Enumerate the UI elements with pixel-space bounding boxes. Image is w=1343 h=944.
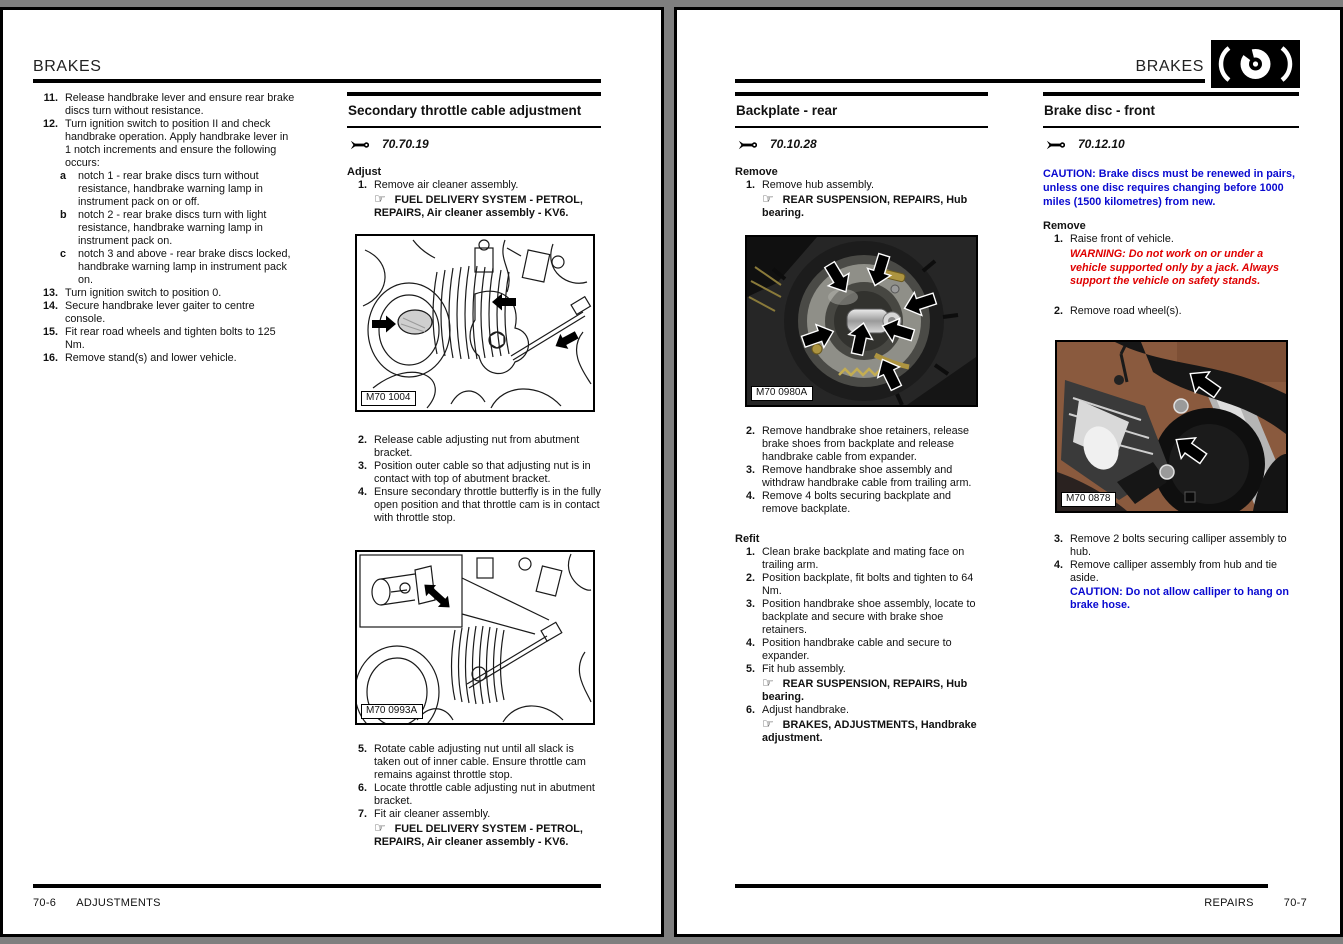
step-group	[735, 425, 988, 516]
procedure-step: 11. Release handbrake lever and ensure rear brake discs turn without resistance.	[43, 92, 295, 117]
header-rule	[735, 79, 1205, 83]
figure-label: M70 0878	[1061, 492, 1116, 507]
procedure-step: 6. Locate throttle cable adjusting nut in abutment bracket.	[357, 782, 595, 807]
brakes-chapter-icon	[1211, 40, 1300, 93]
procedure-step: 13. Turn ignition switch to position 0.	[42, 287, 222, 299]
procedure-step: 6. Adjust handbrake. ☞ BRAKES, ADJUSTMENTS, Handbrake adjustment.	[735, 704, 988, 745]
column-brake-disc-front	[1043, 92, 1299, 613]
procedure-step: 5. Fit hub assembly. ☞ REAR SUSPENSION, REPAIRS, Hub bearing.	[735, 663, 988, 704]
pointing-hand-icon: ☞	[762, 191, 774, 206]
pointing-hand-icon: ☞	[374, 820, 386, 835]
wrench-icon	[1046, 140, 1065, 150]
procedure-step: 5. Rotate cable adjusting nut until all slack is taken out of inner cable. Ensure throttle cam remains against throttle stop.	[357, 743, 586, 781]
pointing-hand-icon: ☞	[374, 191, 386, 206]
procedure-step: 12. Turn ignition switch to position II and check handbrake operation. Apply handbrake lever in 1 notch increments and ensure the following occurs:	[42, 118, 289, 169]
section-title: Brake disc - front	[1043, 92, 1299, 128]
procedure-step: 4. Remove 4 bolts securing backplate and remove backplate.	[745, 490, 952, 515]
procedure-step: 1. Remove hub assembly. ☞ REAR SUSPENSION, REPAIRS, Hub bearing.	[735, 179, 988, 220]
subhead-remove: Remove	[1043, 220, 1086, 232]
procedure-step: 3. Position handbrake shoe assembly, locate to backplate and secure with brake shoe retainers.	[745, 598, 976, 636]
procedure-step: 16. Remove stand(s) and lower vehicle.	[42, 352, 237, 364]
cross-reference: ☞ FUEL DELIVERY SYSTEM - PETROL, REPAIRS, Air cleaner assembly - KV6.	[374, 191, 583, 219]
procedure-step: 2. Release cable adjusting nut from abutment bracket.	[357, 434, 580, 459]
procedure-step: 15. Fit rear road wheels and tighten bolts to 125 Nm.	[42, 326, 276, 351]
caution-note: CAUTION: Brake discs must be renewed in pairs, unless one disc requires changing before 1000 miles (1500 kilometres) from new.	[1043, 168, 1295, 208]
column-adjustment-steps	[38, 92, 296, 365]
footer-rule	[735, 884, 1268, 888]
figure-backplate-photo	[745, 235, 978, 407]
footer-page-number: 70-6	[33, 897, 57, 909]
page-footer	[735, 897, 1307, 909]
procedure-step: 4. Position handbrake cable and secure to expander.	[745, 637, 952, 662]
procedure-substep: c notch 3 and above - rear brake discs locked, handbrake warning lamp in instrument pack on.	[60, 248, 291, 286]
cross-reference: ☞ BRAKES, ADJUSTMENTS, Handbrake adjustment.	[762, 716, 977, 744]
procedure-step: 1. Clean brake backplate and mating face on trailing arm.	[745, 546, 965, 571]
header-rule	[33, 79, 601, 83]
figure-throttle-inset-lineart	[355, 550, 595, 725]
wrench-icon	[350, 140, 369, 150]
procedure-step: 2. Remove road wheel(s).	[1053, 304, 1182, 317]
procedure-step: 3. Remove handbrake shoe assembly and withdraw handbrake cable from trailing arm.	[745, 464, 972, 489]
procedure-step: 4. Remove calliper assembly from hub and tie aside. CAUTION: Do not allow calliper to hang on brake hose.	[1043, 559, 1299, 613]
page-footer	[33, 897, 601, 909]
subhead-adjust: Adjust	[347, 166, 382, 178]
column-throttle-adjustment	[347, 92, 601, 849]
footer-section-label: REPAIRS	[1204, 897, 1254, 909]
warning-note: WARNING: Do not work on or under a vehicle supported only by a jack. Always support the vehicle on safety stands.	[1070, 248, 1280, 287]
column-backplate-rear	[735, 92, 988, 745]
procedure-substep: b notch 2 - rear brake discs turn with light resistance, handbrake warning lamp in instrument pack on.	[60, 209, 267, 247]
cross-reference: ☞ REAR SUSPENSION, REPAIRS, Hub bearing.	[762, 675, 968, 703]
figure-label: M70 0993A	[361, 704, 423, 719]
procedure-step: 1. Raise front of vehicle. WARNING: Do not work on or under a vehicle supported only by a jack. Always support the vehicle on safety stands.	[1043, 233, 1299, 289]
step-group	[1043, 533, 1299, 613]
procedure-step: 1. Remove air cleaner assembly. ☞ FUEL DELIVERY SYSTEM - PETROL, REPAIRS, Air cleaner assembly - KV6.	[347, 179, 601, 220]
cross-reference: ☞ REAR SUSPENSION, REPAIRS, Hub bearing.	[762, 191, 968, 219]
section-title: Secondary throttle cable adjustment	[347, 92, 601, 128]
caution-note: CAUTION: Do not allow calliper to hang on brake hose.	[1070, 585, 1289, 611]
procedure-step: 4. Ensure secondary throttle butterfly is in the fully open position and that throttle cam is in contact with throttle stop.	[357, 486, 601, 524]
subhead-remove: Remove	[735, 166, 778, 178]
footer-rule	[33, 884, 601, 888]
figure-label: M70 1004	[361, 391, 416, 406]
procedure-step: 2. Position backplate, fit bolts and tighten to 64 Nm.	[745, 572, 974, 597]
procedure-substep: a notch 1 - rear brake discs turn without resistance, handbrake warning lamp in instrument pack on or off.	[60, 170, 263, 208]
cross-reference: ☞ FUEL DELIVERY SYSTEM - PETROL, REPAIRS, Air cleaner assembly - KV6.	[374, 820, 583, 848]
procedure-step: 2. Remove handbrake shoe retainers, release brake shoes from backplate and release handbrake cable from expander.	[745, 425, 970, 463]
step-group	[347, 434, 601, 525]
section-title: Backplate - rear	[735, 92, 988, 128]
figure-label: M70 0980A	[751, 386, 813, 401]
subhead-refit: Refit	[735, 533, 760, 545]
page-title: BRAKES	[1135, 58, 1204, 75]
procedure-step: 3. Remove 2 bolts securing calliper assembly to hub.	[1053, 532, 1287, 558]
manual-page-left	[0, 7, 664, 937]
job-number: 70.10.28	[738, 138, 988, 151]
page-title: BRAKES	[33, 58, 102, 75]
pointing-hand-icon: ☞	[762, 675, 774, 690]
job-number: 70.12.10	[1046, 138, 1299, 151]
figure-calliper-photo	[1055, 340, 1288, 513]
procedure-step: 14. Secure handbrake lever gaiter to centre console.	[42, 300, 255, 325]
wrench-icon	[738, 140, 757, 150]
manual-page-right	[674, 7, 1343, 937]
procedure-step: 7. Fit air cleaner assembly. ☞ FUEL DELIVERY SYSTEM - PETROL, REPAIRS, Air cleaner assembly - KV6.	[347, 808, 601, 849]
footer-page-number: 70-7	[1283, 897, 1307, 909]
pointing-hand-icon: ☞	[762, 716, 774, 731]
procedure-step: 3. Position outer cable so that adjusting nut is in contact with top of abutment bracket.	[357, 460, 591, 485]
job-number: 70.70.19	[350, 138, 601, 151]
step-group	[347, 743, 601, 849]
figure-throttle-cable-lineart	[355, 234, 595, 412]
footer-section-label: ADJUSTMENTS	[76, 897, 161, 909]
